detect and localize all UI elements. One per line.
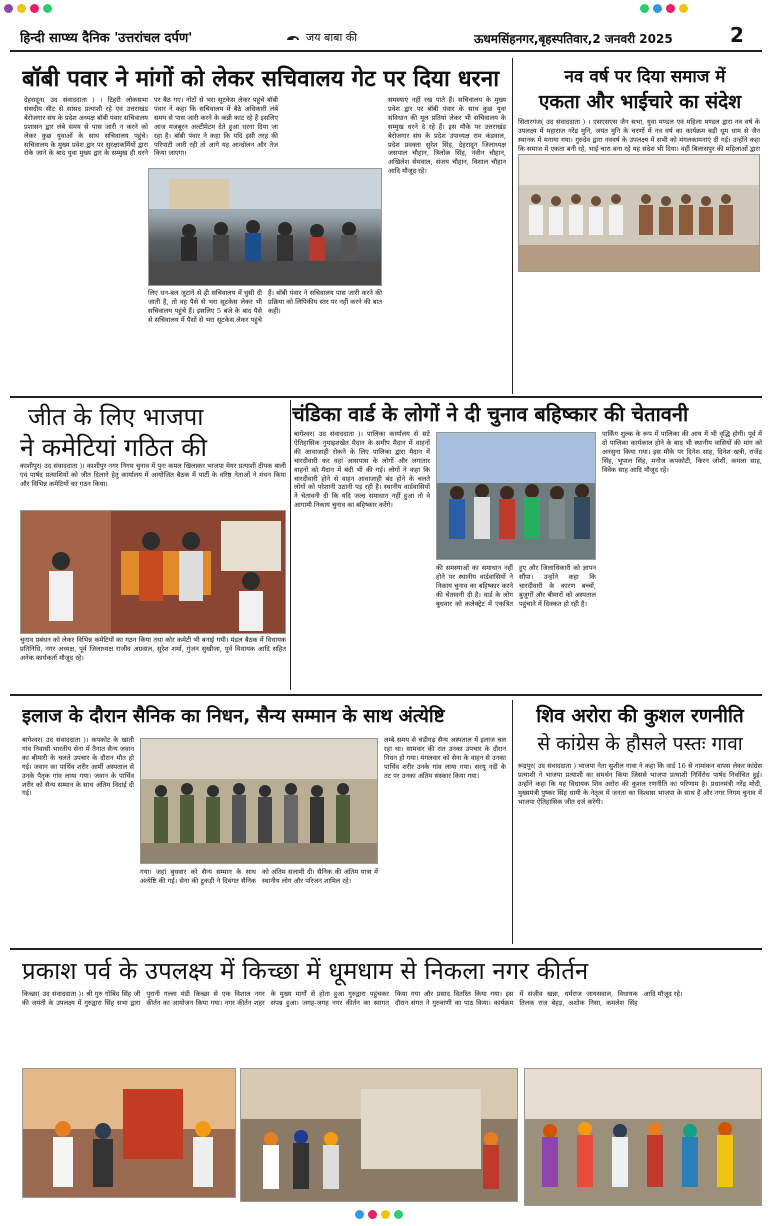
- article-3-photo: [20, 510, 286, 634]
- article-7-photo-1: [22, 1068, 236, 1198]
- article-2-headline-line-1: नव वर्ष पर दिया समाज में: [564, 67, 726, 87]
- color-dots-right: [640, 4, 688, 13]
- decor-dot: [653, 4, 662, 13]
- article-2-headline-line-2: एकता और भाईचारे का संदेश: [538, 91, 742, 113]
- article-5-body-3: लम्बे समय से चंडीगढ़ सैन्य अस्पताल में इलाज चल रहा था। सामवार की रात उनका उपचार के दौरान निधन हो गया। मंगलवार को सेना के वाहन से उनका पार्थिव शरीर उनके गांव लाया गया। सरयू नदी के तट पर उनका अंतिम संस्कार किया गया।: [384, 736, 506, 780]
- decor-dot: [368, 1210, 377, 1219]
- article-1-body-3: समस्याएं नहीं रख पाते हैं। सचिवालय के मुख्य प्रवेश द्वार पर बॉबी पंवार के साथ कुछ युवा संविधान की मूल प्रतियां लेकर भी सचिवालय के सम्मुख धरने दे रहे हैं। इस मौके पर उत्तराखंड बेरोजगार संघ के प्रदेश उपाध्यक्ष राम कंडवाल, प्रदेश प्रवक्ता सुरेश सिंह, देहरादून जिलाध्यक्ष जसपाल चौहान, त्रिलोक सिंह, नवीन चौहान, अखिलेश सेमवाल, संजय चौहान, विशाल चौहान आदि मौजूद रहे।: [388, 96, 506, 176]
- article-3-headline-line-1: जीत के लिए भाजपा: [28, 403, 204, 431]
- decor-dot: [679, 4, 688, 13]
- article-7-headline: प्रकाश पर्व के उपलक्ष्य में किच्छा में धूमधाम से निकला नगर कीर्तन: [22, 957, 589, 985]
- article-4-headline: चंडिका वार्ड के लोगों ने दी चुनाव बहिष्कार की चेतावनी: [292, 402, 689, 426]
- article-2-photo: [518, 154, 760, 272]
- article-5-body-2: गया। जहां बुधवार को सैन्य सम्मान के साथ अंत्येष्टि की गई। सेना की टुकड़ी ने दिवंगत सैनिक को अंतिम सलामी दी। सैनिक की अंतिम यात्रा में स्थानीय लोग और परिजन शामिल रहे।: [140, 868, 378, 885]
- article-7-body-left: किच्छा( उद संवाददाता )। श्री गुरु गोबिंद सिंह जी की जयंती के उपलक्ष्य में गुरुद्वारा सिंह सभा द्वारा पुरानी गल्ला मंडी किच्छा से एक विशाल नगर कीर्तन का आयोजन किया गया। नगर कीर्तन शहर के मुख्य मार्गों से होता हुआ गुरुद्वारा पहुंचकर संपन्न हुआ। जगह-जगह नगर कीर्तन का स्वागत किया गया और प्रसाद वितरित किया गया। इस दौरान संगत ने गुरुवाणी का पाठ किया। कार्यक्रम में संजीव खन्ना, धर्मराज जायसवाल, विधायक तिलक राज बेहड़, अशोक निसा, कमलेश सिंह आदि मौजूद रहे।: [22, 990, 683, 1007]
- article-7-photo-2: [240, 1068, 518, 1202]
- article-6-body: रूद्रपुर( उद संवाददाता ) भाजपा नेता सुशील गावा ने कहा कि वार्ड 16 से नामांकन वापस लेकर कांग्रेस प्रत्याशी ने भाजपा प्रत्याशी का समर्थन किया जिससे भाजपा प्रत्याशी निर्विरोध पार्षद निर्वाचित हुई। उन्होंने कहा कि यह विधायक शिव अरोरा की कुशल रणनीति का परिणाम है। प्रधानमंत्री नरेंद्र मोदी, मुख्यमंत्री पुष्कर सिंह धामी के नेतृत्व में जनता का विश्वास भाजपा के साथ है और नगर निगम चुनाव में भाजपा ऐतिहासिक जीत दर्ज करेगी।: [518, 762, 762, 806]
- decor-dot: [666, 4, 675, 13]
- masthead-rule: [10, 50, 762, 52]
- decor-dot: [355, 1210, 364, 1219]
- divider-vertical-3: [512, 700, 513, 944]
- article-7-photo-3: [524, 1068, 762, 1206]
- article-4-photo: [436, 432, 596, 560]
- article-2-body: सितारगंज( उद संवाददाता ) । एसएसएस जैन सभा, युवा मण्डल एवं महिला मण्डल द्वारा नव वर्ष के उपलक्ष्य में महाराज नरेंद्र मुनि, जयंत मुनि के चरणों में नव वर्ष का कार्यक्रम बड़ी धूम धाम से जैन स्थानक में मनाया गया। गुरुदेव द्वारा नववर्ष के उपलक्ष्य में सभी को मंगलकामनाएं दी गई। उन्होंने कहा कि समाज में एकता बनी रहे, भाई चारा बना रहे यह संदेश भी दिया। वहीं बिलासपुर की महिलाओं द्वारा: [518, 118, 760, 153]
- article-1-body: देहरादून( उद संवाददाता ) । टिहरी लोकसभा संसदीय सीट से सांसद प्रत्याशी रहे एवं उत्तराखंड बेरोजगार संघ के प्रदेश अध्यक्ष बॉबी पंवार सचिवालय प्रशासन द्वार लंबे समय से पास जारी न करने को लेकर कुछ युवाओं के साथ सचिवालय पहुंचे। सचिवालय के मुख्य प्रवेश द्वार पर सुरक्षाकर्मियों द्वारा रोके जाने के बाद युवा मुख्य द्वार के सम्मुख ही धरने पर बैठ गए। नोटों से भरा सूटकेस लेकर पहुंचे बॉबी पंवार ने कहा कि सचिवालय में बैठे अधिकारी लंबे समय से पास जारी करने के कन्नी काट रहे हैं इसलिए आज मजबूरन अल्टीमेटम देते हुआ धरना दिया जा रहा है। बॉबी पंवार ने कहा कि यदि इसी तरह की परिपाटी जारी रही तो आगे यह आन्दोलन और तेज किया जाएगा।: [24, 96, 278, 158]
- article-4-body-3: पार्किंग शुल्क के रूप में पालिका की आय में भी वृद्धि होगी। पूर्व में दो पालिका कार्यकाल होने के बाद भी स्थानीय वासियों की मांग को अनसुना किया गया। इस मौके पर दिनेश साह, दिनेश खत्री, राजेंद्र सिंह, भूपाल सिंह, मनोज कपकोटी, किरन जोशी, कमला साह, विवेक साह आदि मौजूद रहे।: [602, 430, 762, 474]
- decor-dot: [17, 4, 26, 13]
- article-5-headline: इलाज के दौरान सैनिक का निधन, सैन्य सम्मान के साथ अंत्येष्टि: [22, 706, 445, 727]
- divider-vertical-1: [512, 58, 513, 394]
- article-6-headline-line-2: से कांग्रेस के हौसले पस्तः गावा: [537, 733, 743, 755]
- slogan: जय बाबा की: [306, 31, 358, 44]
- article-6-headline-line-1: शिव अरोरा की कुशल रणनीति: [536, 705, 744, 727]
- paper-name: हिन्दी साप्ध्य दैनिक 'उत्तरांचल दर्पण': [20, 31, 193, 46]
- slogan-icon: [286, 30, 300, 40]
- divider-horizontal-2: [10, 694, 762, 696]
- decor-dot: [381, 1210, 390, 1219]
- divider-horizontal-1: [10, 396, 762, 398]
- divider-horizontal-3: [10, 948, 762, 950]
- page-number: 2: [730, 23, 744, 47]
- article-4-body: बागेश्वर( उद संवाददाता )। पालिका कार्यालय से सटे ऐतिहासिक नुमाइशखेत मैदान के समीप मैदान में वाहनों की आवाजाही रोकने के लिए पालिका द्वारा मैदान में चारदीवारी कर वहां आसपास के लोगों और लगातार वाहनों को मैदान में बंदी भी की गई। लोगों ने कहा कि चारदीवारी होने से वाहन आवाजाही बंद होने के चलते लोगों को परेशानी उठानी पड़ रही है। स्थानीय वार्डवासियों ने चेतावनी दी कि यदि जल्द समाधान नहीं हुआ तो वे आगामी निकाय चुनाव का बहिष्कार करेंगे।: [294, 430, 430, 510]
- decor-dot: [43, 4, 52, 13]
- article-5-photo: [140, 738, 378, 864]
- article-3-headline-line-2: ने कमेटियां गठित की: [20, 433, 207, 462]
- article-5-body: बागेश्वर( उद संवाददाता )। कपकोट के खाती गांव निवासी भारतीय सेना में तैनात सैन्य जवान का बीमारी के चलते उपचार के दौरान मौत हो गई। जवान का पार्थिव शरीर आर्मी अस्पताल से उनके पैतृक गांव लाया गया। जवान के पार्थिव शरीर को सैन्य सम्मान के साथ अंतिम विदाई दी गई।: [22, 736, 134, 798]
- article-3-body: काशीपुर( उद संवाददाता )। काशीपुर नगर निगम चुनाव में पुनः कमल खिलाकर भाजपा मेयर प्रत्याशी दीपक बाली एवं पार्षद प्रत्याशियों को जीत दिलाने हेतु कार्यालय में आयोजित बैठक में पार्टी के वरिष्ठ नेताओं ने मंथन किया और विभिन्न कमेटियों का गठन किया।: [20, 462, 286, 488]
- article-1-photo: [148, 168, 382, 286]
- article-3-caption: चुनाव प्रबंधन को लेकर विभिन्न कमेटियों का गठन किया तथा कोर कमेटी भी बनाई गयी। मंडल बैठक में विधायक प्रतिनिधि, नगर अध्यक्ष, पूर्व जिलाध्यक्ष राजीव अग्रवाल, सुरेश शर्मा, गुंजन सुखीजा, पूर्व विधायक आदि सहित अनेक कार्यकर्ता मौजूद रहे।: [20, 636, 286, 662]
- article-1-headline: बॉबी पवार ने मांगों को लेकर सचिवालय गेट पर दिया धरना: [22, 66, 500, 92]
- color-dots-left: [4, 4, 52, 13]
- decor-dot: [4, 4, 13, 13]
- divider-vertical-2: [290, 400, 291, 690]
- article-1-body-2: लिए धन-बल जुटाने से ही सचिवालय में घुसी दी जाती है, तो वह पैसे से भरा सूटकेस लेकर भी सचिवालय पहुंचे हैं। इसलिए 5 बजे के बाद पैसे से सचिवालय में पैसों से भरा सूटकेस लेकर पहुंचे हैं। बॉबी पंवार ने सचिवालय पास जारी करने की प्रक्रिया को लिपिकीय स्तर पर नहीं करने की बात कही।: [148, 289, 382, 324]
- decor-dot: [640, 4, 649, 13]
- dateline: ऊधमसिंहनगर,बृहस्पतिवार,2 जनवरी 2025: [474, 32, 673, 46]
- article-4-body-2: की समस्याओं का समाधान नहीं होने पर स्थानीय वार्डवासियों ने निकाय चुनाव का बहिष्कार करने की चेतावनी दी है। वार्ड के लोग बुधवार को कलेक्ट्रेट में एकत्रित हुए और जिलाधिकारी को ज्ञापन सौंपा। उन्होंने कहा कि चारदीवारी के कारण बच्चों, बुजुर्गों और बीमारों को अस्पताल पहुंचाने में दिक्कत हो रही है।: [436, 564, 596, 608]
- decor-dot: [30, 4, 39, 13]
- decor-dot: [394, 1210, 403, 1219]
- color-dots-bottom: [355, 1210, 403, 1219]
